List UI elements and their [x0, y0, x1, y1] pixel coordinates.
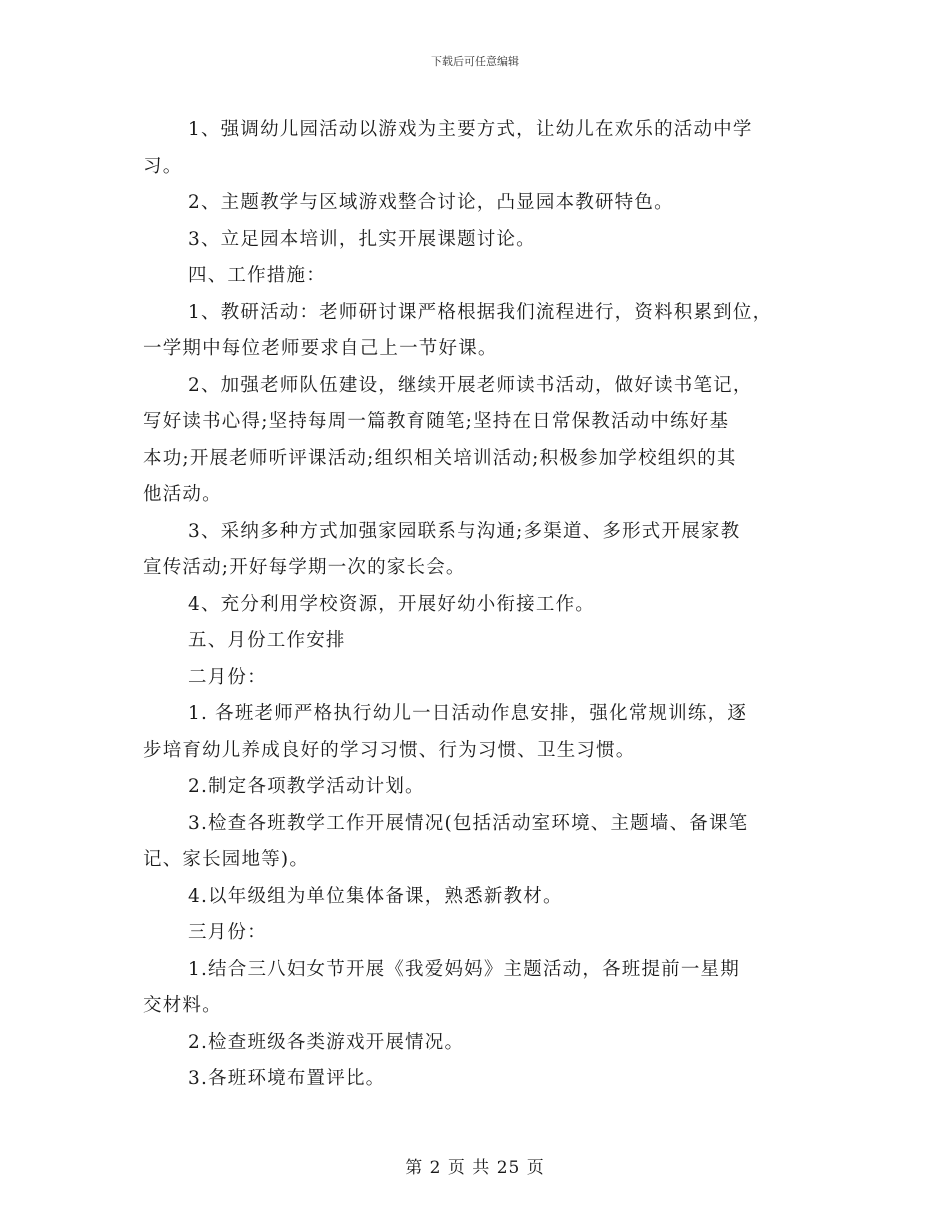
paragraph-line: 2、加强老师队伍建设，继续开展老师读书活动，做好读书笔记， — [188, 374, 753, 396]
section-heading: 四、工作措施： — [188, 265, 326, 286]
paragraph-line: 交材料。 — [143, 995, 222, 1016]
section-heading: 五、月份工作安排 — [188, 630, 346, 651]
month-heading: 三月份： — [188, 922, 267, 943]
document-body — [143, 112, 823, 1098]
page-number: 第 2 页 共 25 页 — [405, 1158, 545, 1178]
month-heading: 二月份： — [188, 666, 267, 688]
paragraph-line: 2.检查班级各类游戏开展情况。 — [188, 1031, 465, 1053]
paragraph-line: 他活动。 — [143, 484, 222, 505]
paragraph-line: 3.各班环境布置评比。 — [188, 1068, 386, 1089]
paragraph-line: 写好读书心得;坚持每周一篇教育随笔;坚持在日常保教活动中练好基 — [143, 411, 730, 432]
paragraph-line: 记、家长园地等)。 — [143, 849, 310, 870]
paragraph-line: 3、立足园本培训，扎实开展课题讨论。 — [188, 228, 536, 250]
paragraph-line: 步培育幼儿养成良好的学习习惯、行为习惯、卫生习惯。 — [143, 739, 636, 761]
paragraph-line: 1、教研活动：老师研讨课严格根据我们流程进行，资料积累到位， — [188, 301, 773, 323]
paragraph-line: 4.以年级组为单位集体备课，熟悉新教材。 — [188, 885, 563, 907]
paragraph-line: 1. 各班老师严格执行幼儿一日活动作息安排，强化常规训练，逐 — [188, 703, 748, 724]
paragraph-line: 一学期中每位老师要求自己上一节好课。 — [143, 338, 498, 359]
paragraph-line: 4、充分利用学校资源，开展好幼小衔接工作。 — [188, 593, 595, 615]
paragraph-line: 3.检查各班教学工作开展情况(包括活动室环境、主题墙、备课笔 — [188, 812, 749, 834]
paragraph-line: 2、主题教学与区域游戏整合讨论，凸显园本教研特色。 — [188, 192, 674, 213]
paragraph-line: 习。 — [143, 155, 183, 177]
paragraph-line: 本功;开展老师听评课活动;组织相关培训活动;积极参加学校组织的其 — [143, 447, 737, 469]
paragraph-line: 1.结合三八妇女节开展《我爱妈妈》主题活动，各班提前一星期 — [188, 958, 740, 980]
paragraph-line: 2.制定各项教学活动计划。 — [188, 776, 425, 797]
paragraph-line: 1、强调幼儿园活动以游戏为主要方式，让幼儿在欢乐的活动中学 — [188, 119, 753, 140]
paragraph-line: 宣传活动;开好每学期一次的家长会。 — [143, 557, 466, 578]
page-header: 下载后可任意编辑 — [431, 55, 519, 68]
paragraph-line: 3、采纳多种方式加强家园联系与沟通;多渠道、多形式开展家教 — [188, 520, 741, 542]
